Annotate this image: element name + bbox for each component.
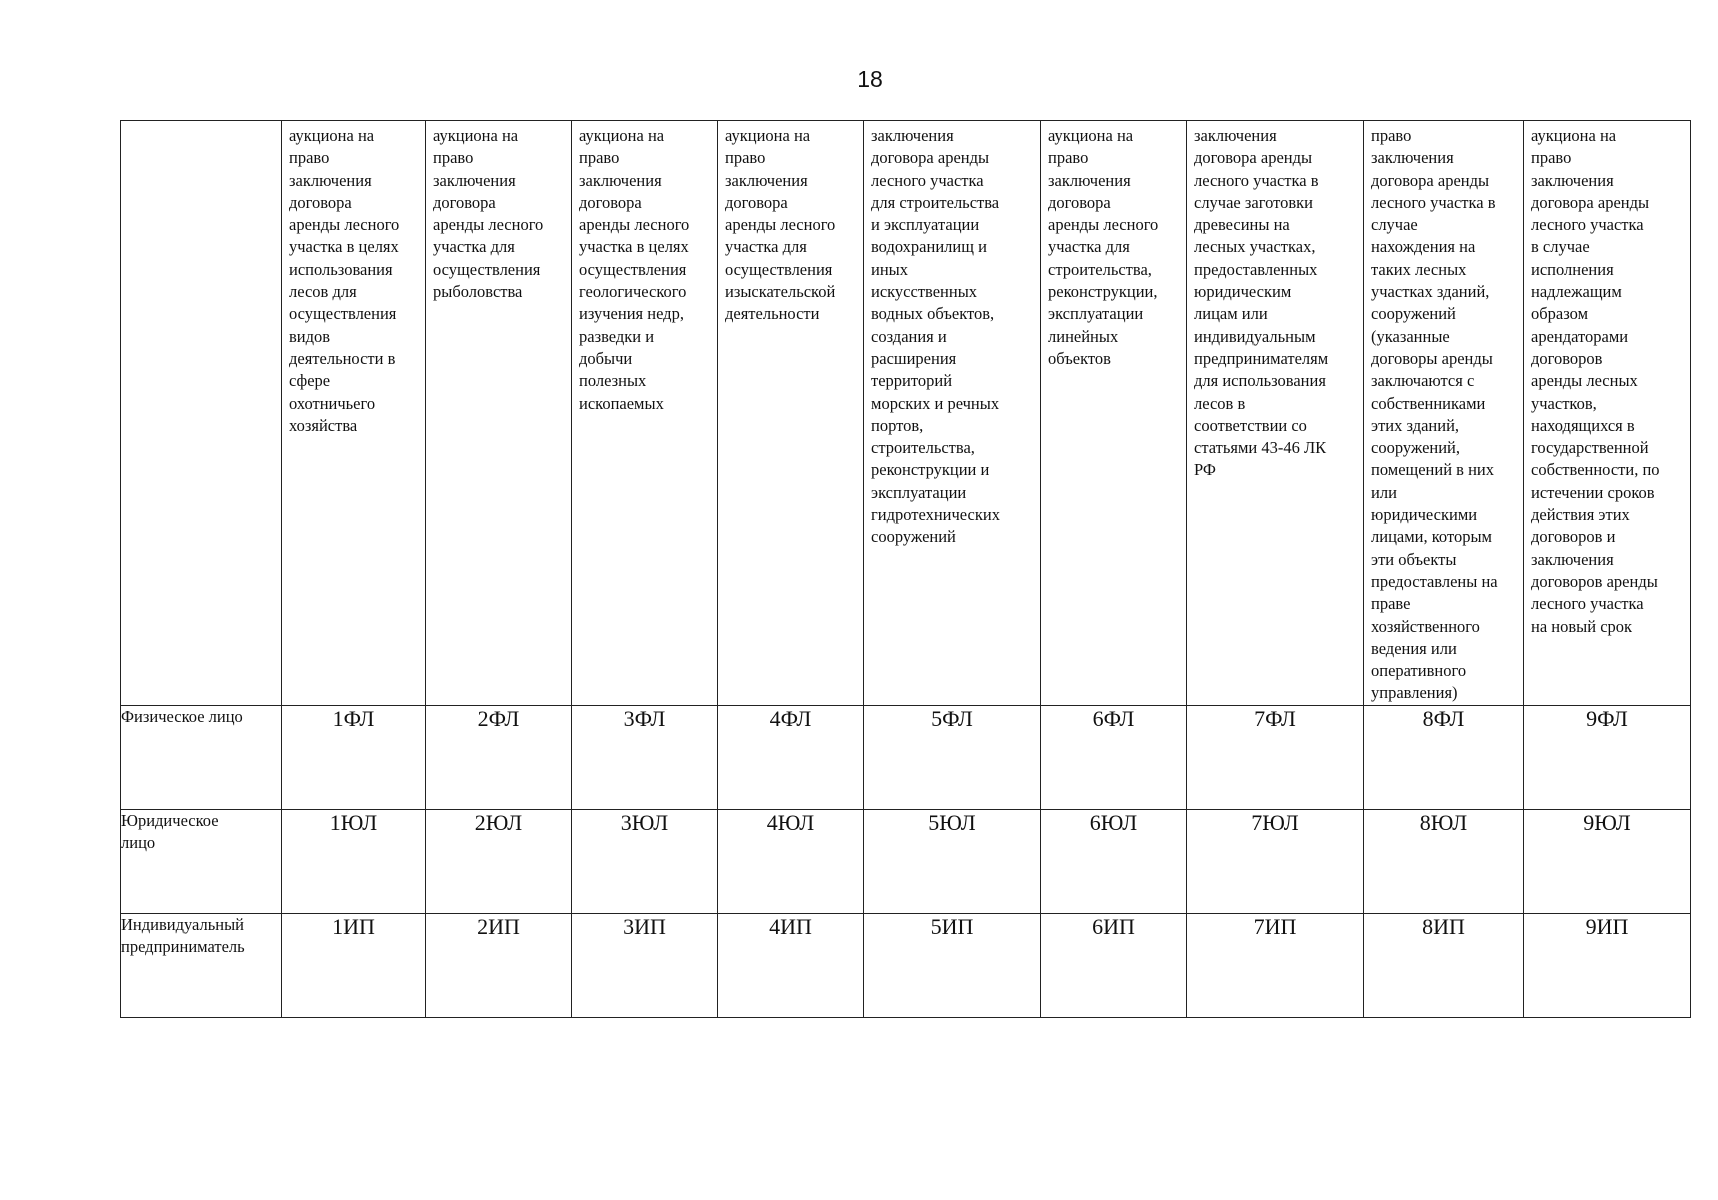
table-row-individual <box>121 706 1691 810</box>
code-cell <box>864 706 1041 810</box>
column-header-text: аукциона на право заключения договора аренды лесного участка для осуществления рыболовства <box>433 126 544 302</box>
row-label: Индивидуальный предприниматель <box>121 914 282 1018</box>
column-header <box>282 121 426 706</box>
code-value: 8ЮЛ <box>1419 810 1468 835</box>
column-header-text: аукциона на право заключения договора аренды лесного участка в целях осуществления геологического изучения недр, разведки и добычи полезных ископаемых <box>579 126 690 413</box>
code-cell <box>282 706 426 810</box>
code-value: 6ИП <box>1092 914 1135 939</box>
code-value: 2ИП <box>477 914 520 939</box>
code-cell <box>718 706 864 810</box>
code-value: 4ЮЛ <box>766 810 815 835</box>
code-value: 1ФЛ <box>332 706 375 731</box>
code-value: 6ЮЛ <box>1089 810 1138 835</box>
code-cell <box>1364 706 1524 810</box>
code-cell <box>1041 706 1187 810</box>
table-row-entrepreneur <box>121 914 1691 1018</box>
code-cell <box>282 810 426 914</box>
code-cell <box>426 706 572 810</box>
column-header <box>1364 121 1524 706</box>
column-header-text: заключения договора аренды лесного участка для строительства и эксплуатации водохранилищ и иных искусственных водных объектов, создания и расширения территорий морских и речных портов, строительства, реконструкции и эксплуатации гидротехнических сооружений <box>871 126 1000 547</box>
column-header <box>718 121 864 706</box>
column-header <box>572 121 718 706</box>
column-header-text: аукциона на право заключения договора аренды лесного участка в случае исполнения надлежащим образом арендаторами договоров аренды лесных участков, находящихся в государственной собственности, по истечении сроков действия этих договоров и заключения договоров аренды лесного участка на новый срок <box>1531 126 1660 636</box>
code-value: 7ФЛ <box>1254 706 1296 731</box>
code-value: 5ИП <box>930 914 974 939</box>
code-value: 6ФЛ <box>1092 706 1135 731</box>
code-value: 8ФЛ <box>1422 706 1465 731</box>
code-value: 5ЮЛ <box>928 810 976 835</box>
allocation-table <box>120 120 1691 1018</box>
code-value: 2ФЛ <box>477 706 520 731</box>
table-row-legal-entity <box>121 810 1691 914</box>
row-label: Юридическое лицо <box>121 810 282 914</box>
column-header-text: аукциона на право заключения договора аренды лесного участка для осуществления изыскательской деятельности <box>725 126 836 324</box>
code-cell <box>718 810 864 914</box>
code-cell <box>864 914 1041 1018</box>
column-header-text: право заключения договора аренды лесного участка в случае нахождения на таких лесных участках зданий, сооружений (указанные договоры аренды заключаются с собственниками этих зданий, сооружений, помещений в них или юридическими лицами, которым эти объекты предоставлены на праве хозяйственного ведения или оперативного управления) <box>1371 126 1498 703</box>
code-value: 3ИП <box>623 914 666 939</box>
code-cell <box>426 914 572 1018</box>
code-value: 4ФЛ <box>769 706 812 731</box>
code-value: 7ИП <box>1253 914 1297 939</box>
header-row <box>121 121 1691 706</box>
code-cell <box>1524 914 1691 1018</box>
code-value: 2ЮЛ <box>474 810 523 835</box>
code-cell <box>864 810 1041 914</box>
code-cell <box>1364 810 1524 914</box>
code-value: 3ФЛ <box>623 706 666 731</box>
column-header-text: заключения договора аренды лесного участка в случае заготовки древесины на лесных участках, предоставленных юридическим лицам или индивидуальным предпринимателям для использования лесов в соответствии со статьями 43-46 ЛК РФ <box>1194 126 1329 480</box>
column-header <box>1041 121 1187 706</box>
code-cell <box>1041 810 1187 914</box>
code-cell <box>572 914 718 1018</box>
code-cell <box>718 914 864 1018</box>
code-value: 8ИП <box>1422 914 1465 939</box>
code-cell <box>572 706 718 810</box>
code-value: 5ФЛ <box>931 706 973 731</box>
code-cell <box>1187 706 1364 810</box>
code-value: 4ИП <box>769 914 812 939</box>
code-cell <box>1187 810 1364 914</box>
column-header-text: аукциона на право заключения договора аренды лесного участка для строительства, реконструкции, эксплуатации линейных объектов <box>1048 126 1159 368</box>
code-cell <box>1364 914 1524 1018</box>
corner-cell <box>121 121 282 706</box>
code-value: 1ЮЛ <box>329 810 378 835</box>
code-cell <box>426 810 572 914</box>
code-value: 9ИП <box>1585 914 1629 939</box>
code-value: 7ЮЛ <box>1251 810 1299 835</box>
column-header <box>426 121 572 706</box>
column-header <box>864 121 1041 706</box>
code-value: 1ИП <box>332 914 375 939</box>
column-header <box>1524 121 1691 706</box>
code-cell <box>282 914 426 1018</box>
page-number: 18 <box>857 66 883 92</box>
code-cell <box>1524 706 1691 810</box>
code-cell <box>1041 914 1187 1018</box>
code-value: 9ФЛ <box>1586 706 1628 731</box>
column-header-text: аукциона на право заключения договора аренды лесного участка в целях использования лесов для осуществления видов деятельности в сфере охотничьего хозяйства <box>289 126 400 435</box>
code-cell <box>1524 810 1691 914</box>
code-cell <box>1187 914 1364 1018</box>
code-value: 9ЮЛ <box>1583 810 1631 835</box>
row-label: Физическое лицо <box>121 706 282 810</box>
code-cell <box>572 810 718 914</box>
column-header <box>1187 121 1364 706</box>
code-value: 3ЮЛ <box>620 810 669 835</box>
